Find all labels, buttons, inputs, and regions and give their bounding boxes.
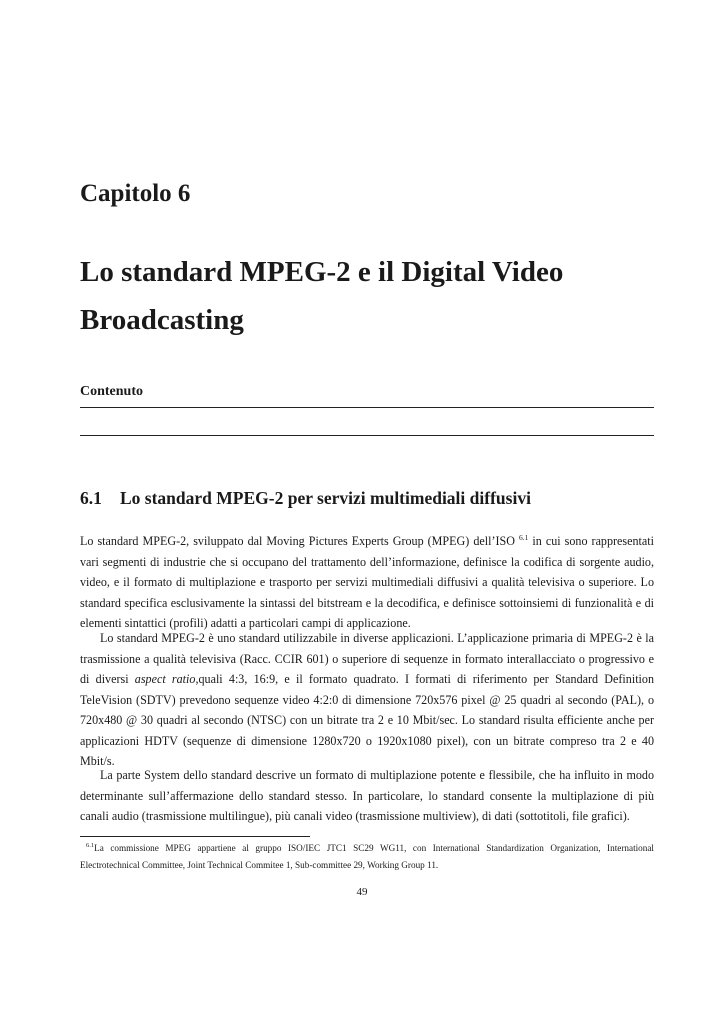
footnote-rule: [80, 836, 310, 837]
footnote: [80, 840, 654, 874]
paragraph-text: in cui sono rappresentati vari segmenti di industrie che si occupano del trattamento dell’informazione, definisce la codifica di sorgente audio, video, e il formato di multiplazione e trasporto per servizi multimediali diffusivi a qualità televisiva o superiore. Lo standard specifica esclusivamente la sintassi del bitstream e la decodifica, e definisce sottoinsiemi di funzionalità e di elementi sintattici (profili) adatti a particolari campi di applicazione.: [80, 534, 654, 630]
contents-heading: Contenuto: [80, 384, 144, 399]
footnote-marker: 6.1: [86, 841, 95, 849]
chapter-label: Capitolo 6: [80, 180, 191, 207]
body-paragraph-1: [80, 531, 654, 634]
body-paragraph-2: [80, 628, 654, 772]
contents-bottom-rule: [80, 435, 654, 436]
section-heading: [80, 488, 531, 509]
paragraph-text: Lo standard MPEG-2 è uno standard utilizzabile in diverse applicazioni. L’applicazione primaria di MPEG-2 è la trasmissione a qualità televisiva (Racc. CCIR 601) o superiore di sequenze in formato interallacciato o progressivo e di diversi: [80, 631, 654, 686]
section-number: 6.1: [80, 488, 102, 508]
paragraph-text: quali 4:3, 16:9, e il formato quadrato. I formati di riferimento per Standard Definition TeleVision (SDTV) prevedono sequenze video 4:2:0 di dimensione 720x576 pixel @ 25 quadri al secondo (PAL), o 720x480 @ 30 quadri al secondo (NTSC) con un bitrate tra 2 e 10 Mbit/sec. Lo standard risulta efficiente anche per applicazioni HDTV (sequenze di dimensione 1280x720 o 1920x1080 pixel), con un bitrate compreso tra 2 e 40 Mbit/s.: [80, 672, 655, 768]
contents-top-rule: [80, 407, 654, 408]
italic-term: aspect ratio,: [134, 672, 199, 686]
section-title: Lo standard MPEG-2 per servizi multimediali diffusivi: [120, 488, 531, 508]
page-number: 49: [356, 886, 368, 898]
footnote-text: La commissione MPEG appartiene al gruppo ISO/IEC JTC1 SC29 WG11, con International Standardization Organization, International Electrotechnical Committee, Joint Technical Commitee 1, Sub-committee 29, Working Group 11.: [80, 843, 654, 870]
chapter-title: Lo standard MPEG-2 e il Digital Video Broadcasting: [80, 256, 564, 336]
paragraph-text: Lo standard MPEG-2, sviluppato dal Moving Pictures Experts Group (MPEG) dell’ISO: [80, 534, 520, 548]
footnote-reference: 6.1: [519, 532, 529, 542]
body-paragraph-3: La parte System dello standard descrive un formato di multiplazione potente e flessibile, che ha influito in modo determinante sull’affermazione dello standard stesso. In particolare, lo standard consente la multiplazione di più canali audio (trasmissione multilingue), più canali video (trasmissione multiview), di dati (sottotitoli, file grafici).: [80, 768, 654, 823]
